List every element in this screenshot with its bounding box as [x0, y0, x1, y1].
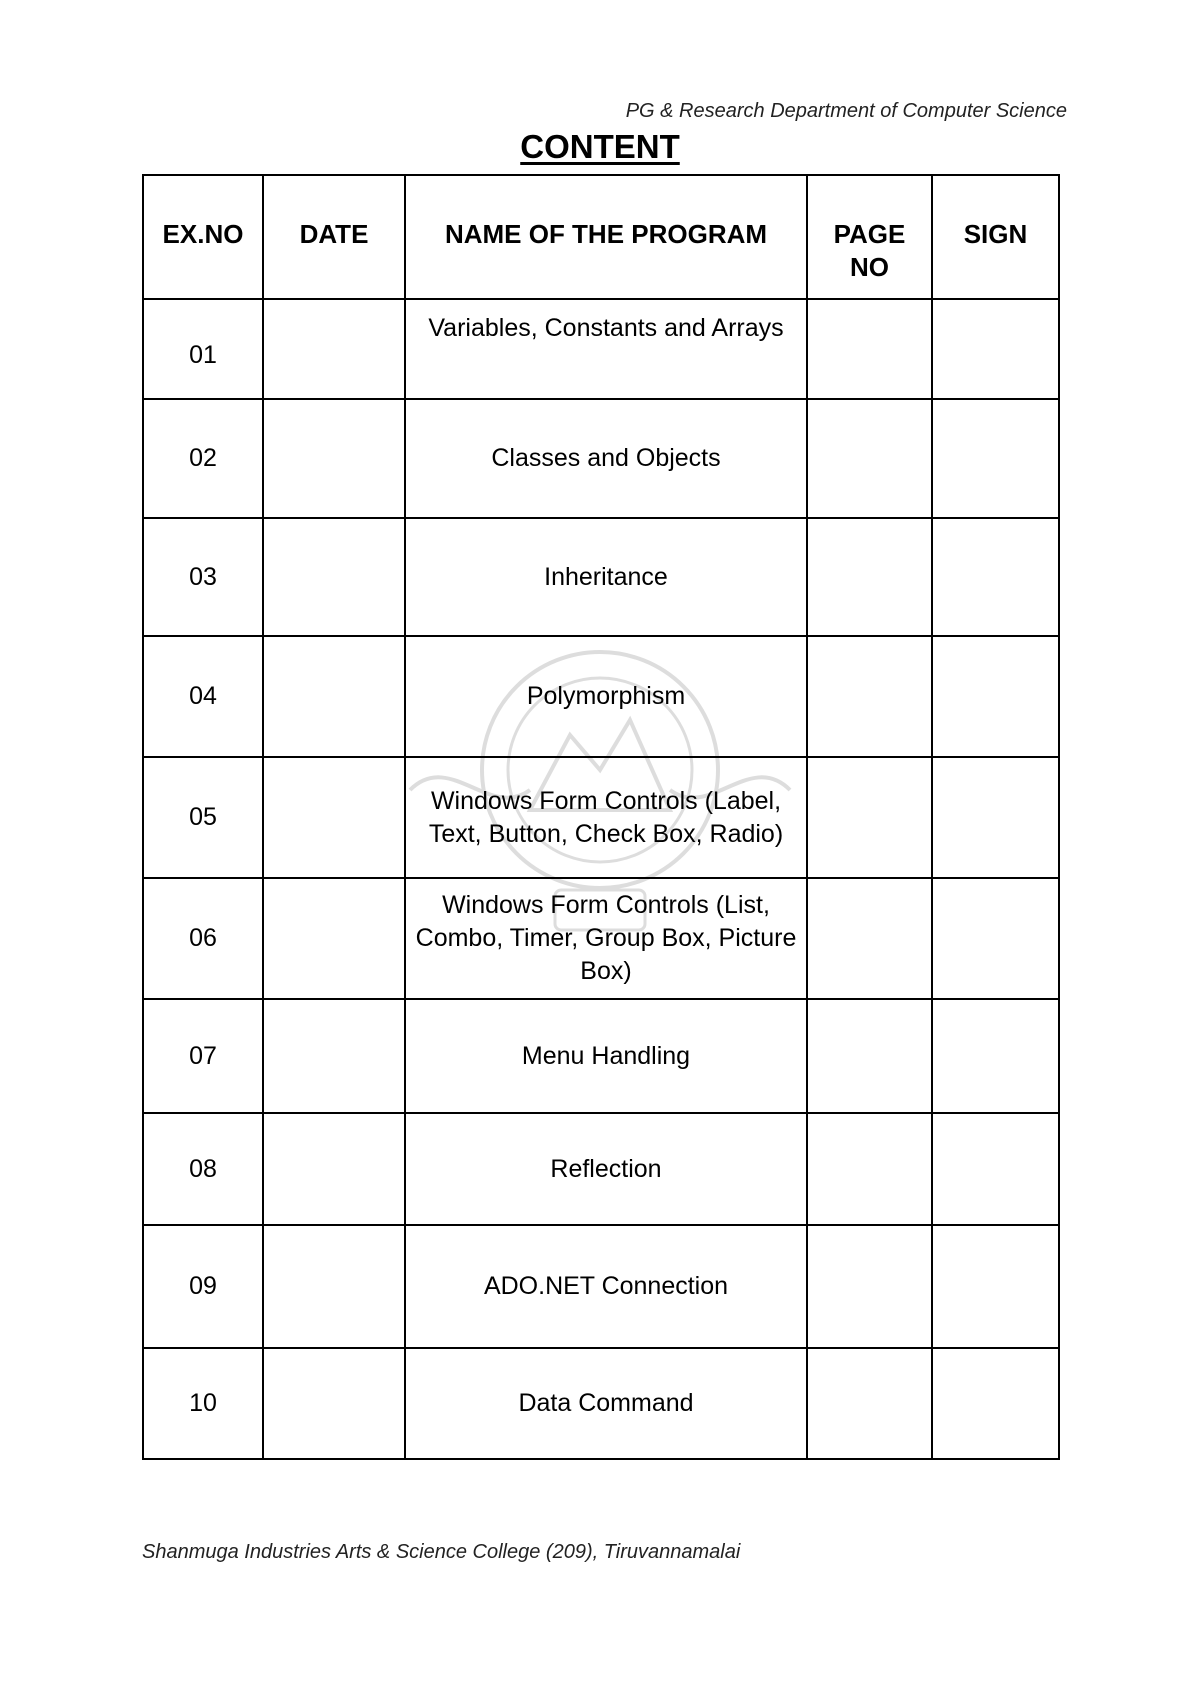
program-name-cell: Variables, Constants and Arrays	[405, 299, 807, 399]
page-no-cell	[807, 299, 932, 399]
column-header-sign: SIGN	[932, 175, 1059, 299]
exno-cell: 08	[143, 1113, 263, 1225]
exno-cell: 10	[143, 1348, 263, 1459]
table-row	[143, 1225, 1059, 1348]
date-cell	[263, 1113, 405, 1225]
sign-cell	[932, 518, 1059, 636]
date-cell	[263, 757, 405, 878]
exno-cell: 09	[143, 1225, 263, 1348]
sign-cell	[932, 399, 1059, 518]
page-no-cell	[807, 1113, 932, 1225]
exno-cell: 04	[143, 636, 263, 757]
table-row	[143, 518, 1059, 636]
date-cell	[263, 399, 405, 518]
program-name-cell: Inheritance	[405, 518, 807, 636]
department-header: PG & Research Department of Computer Science	[625, 100, 1067, 122]
program-name-cell: Windows Form Controls (Label, Text, Button, Check Box, Radio)	[405, 757, 807, 878]
table-row	[143, 636, 1059, 757]
table-row	[143, 878, 1059, 999]
date-cell	[263, 878, 405, 999]
exno-cell: 05	[143, 757, 263, 878]
date-cell	[263, 1348, 405, 1459]
exno-cell: 07	[143, 999, 263, 1113]
table-row	[143, 299, 1059, 399]
page-no-cell	[807, 518, 932, 636]
sign-cell	[932, 1348, 1059, 1459]
exno-cell: 01	[143, 299, 263, 399]
page-no-cell	[807, 1225, 932, 1348]
date-cell	[263, 636, 405, 757]
date-cell	[263, 1225, 405, 1348]
table-row	[143, 999, 1059, 1113]
program-name-cell: Menu Handling	[405, 999, 807, 1113]
sign-cell	[932, 636, 1059, 757]
table-row	[143, 1113, 1059, 1225]
sign-cell	[932, 1113, 1059, 1225]
column-header-date: DATE	[263, 175, 405, 299]
page-no-cell	[807, 878, 932, 999]
table-row	[143, 757, 1059, 878]
exno-cell: 06	[143, 878, 263, 999]
page-no-cell	[807, 399, 932, 518]
column-header-program: NAME OF THE PROGRAM	[405, 175, 807, 299]
table-row	[143, 399, 1059, 518]
college-footer: Shanmuga Industries Arts & Science College (209), Tiruvannamalai	[142, 1541, 741, 1563]
exno-cell: 03	[143, 518, 263, 636]
content-table	[142, 174, 1060, 1460]
page-title: CONTENT	[520, 128, 680, 165]
sign-cell	[932, 299, 1059, 399]
program-name-cell: Reflection	[405, 1113, 807, 1225]
program-name-cell: Data Command	[405, 1348, 807, 1459]
program-name-cell: Polymorphism	[405, 636, 807, 757]
page-no-cell	[807, 999, 932, 1113]
sign-cell	[932, 999, 1059, 1113]
sign-cell	[932, 757, 1059, 878]
date-cell	[263, 999, 405, 1113]
column-header-exno: EX.NO	[143, 175, 263, 299]
page-no-cell	[807, 636, 932, 757]
table-row	[143, 1348, 1059, 1459]
exno-cell: 02	[143, 399, 263, 518]
sign-cell	[932, 878, 1059, 999]
program-name-cell: ADO.NET Connection	[405, 1225, 807, 1348]
table-header-row	[143, 175, 1059, 299]
page-no-cell	[807, 757, 932, 878]
program-name-cell: Windows Form Controls (List, Combo, Timer, Group Box, Picture Box)	[405, 878, 807, 999]
program-name-cell: Classes and Objects	[405, 399, 807, 518]
date-cell	[263, 518, 405, 636]
sign-cell	[932, 1225, 1059, 1348]
column-header-page-no: PAGE NO	[807, 175, 932, 299]
date-cell	[263, 299, 405, 399]
page-no-cell	[807, 1348, 932, 1459]
